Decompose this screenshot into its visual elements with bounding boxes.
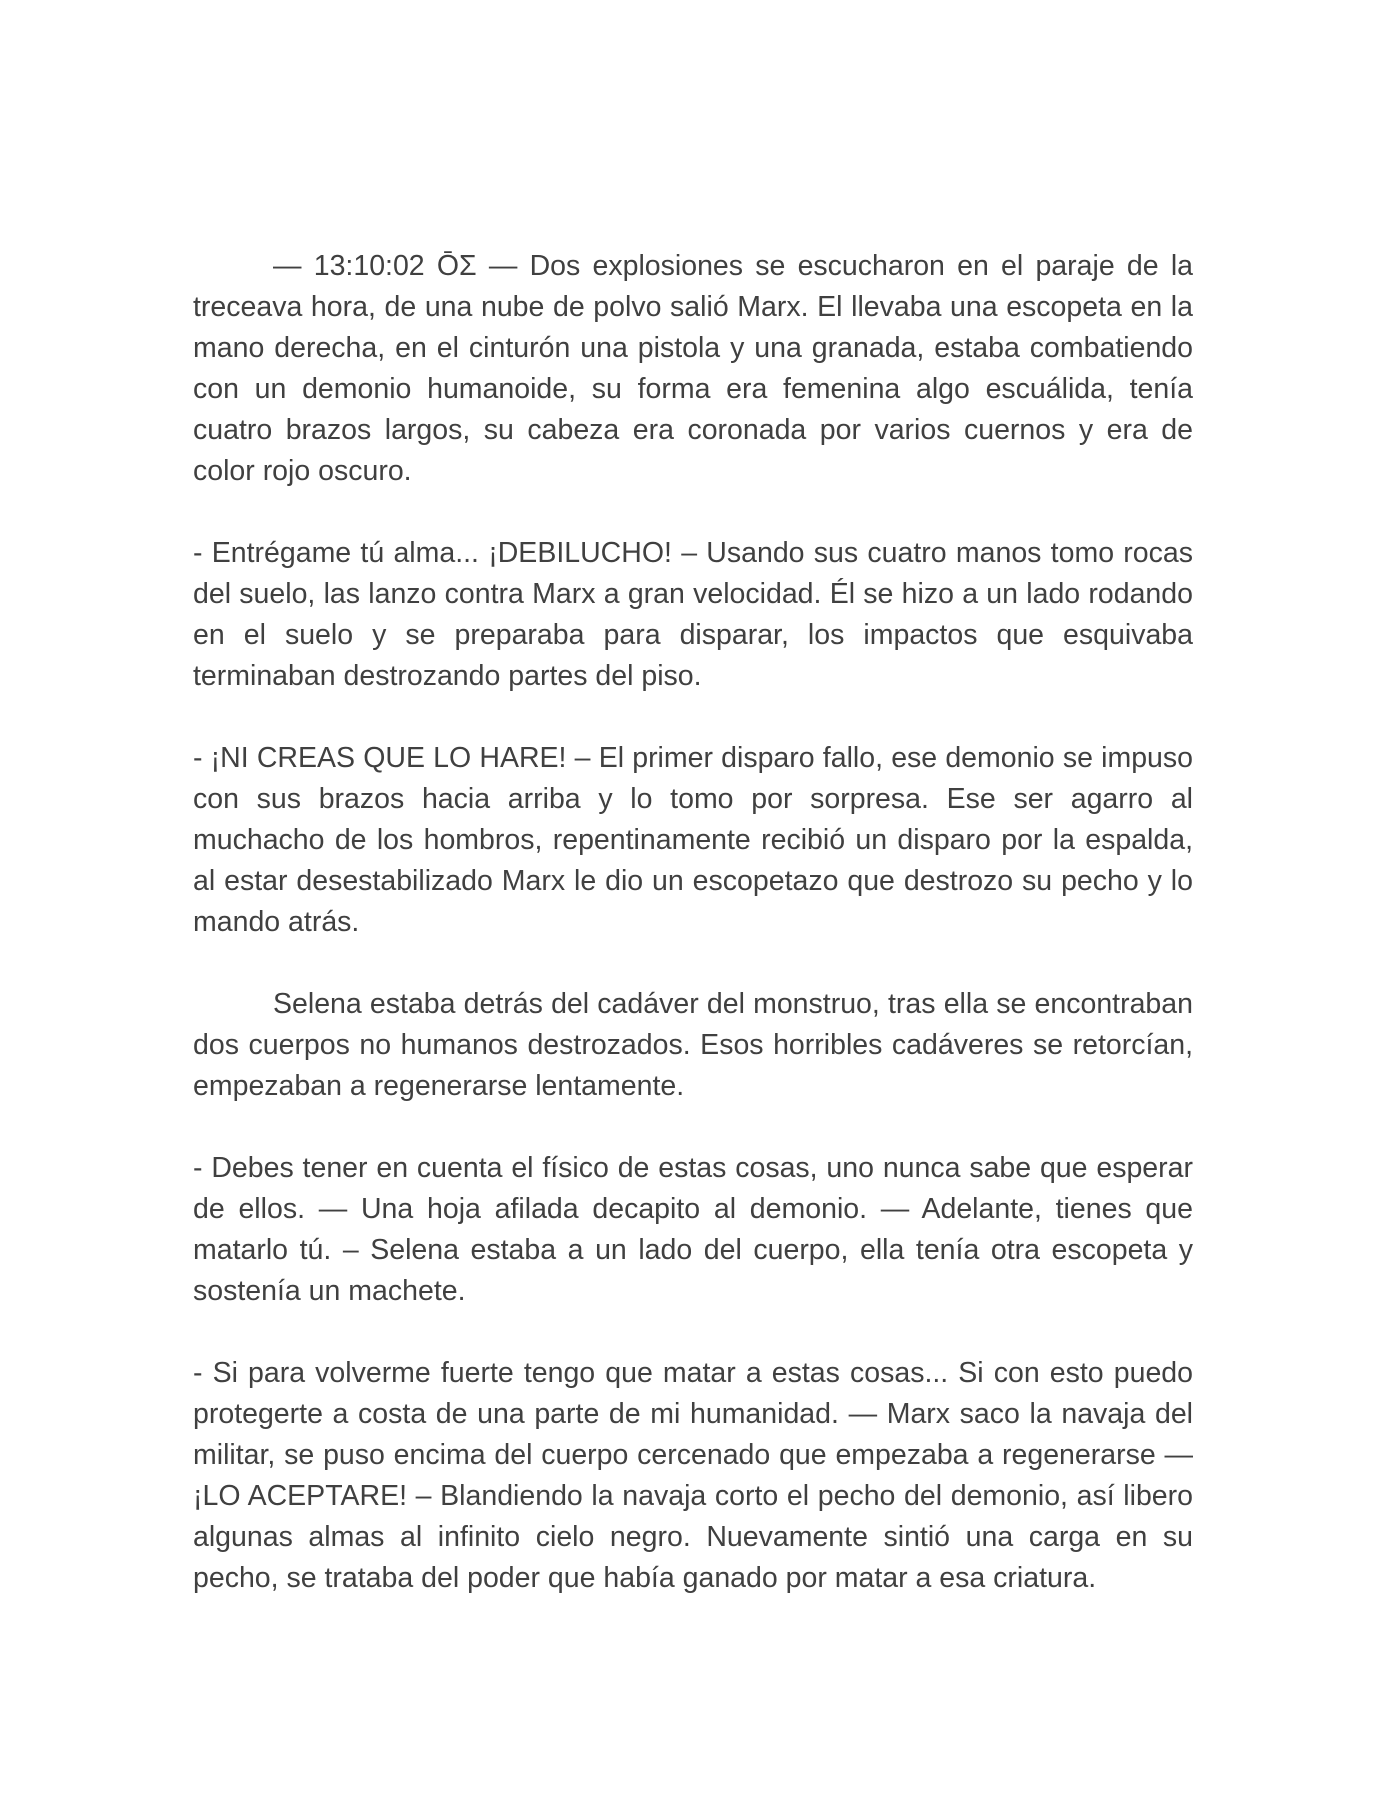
paragraph-4: Selena estaba detrás del cadáver del monstruo, tras ella se encontraban dos cuerpos no humanos destrozados. Esos horribles cadáveres se retorcían, empezaban a regenerarse lentamente. [193,988,1193,1102]
paragraph-6: - Si para volverme fuerte tengo que matar a estas cosas... Si con esto puedo protegerte a costa de una parte de mi humanidad. — Marx saco la navaja del militar, se puso encima del cuerpo cercenado que empezaba a regenerarse — ¡LO ACEPTARE! – Blandiendo la navaja corto el pecho del demonio, así libero algunas almas al infinito cielo negro. Nuevamente sintió una carga en su pecho, se trataba del poder que había ganado por matar a esa criatura. [193,1357,1193,1594]
paragraph-2: - Entrégame tú alma... ¡DEBILUCHO! – Usando sus cuatro manos tomo rocas del suelo, las lanzo contra Marx a gran velocidad. Él se hizo a un lado rodando en el suelo y se preparaba para disparar, los impactos que esquivaba terminaban destrozando partes del piso. [193,537,1193,692]
document-body [193,246,1193,1640]
paragraph-3: - ¡NI CREAS QUE LO HARE! – El primer disparo fallo, ese demonio se impuso con sus brazos hacia arriba y lo tomo por sorpresa. Ese ser agarro al muchacho de los hombros, repentinamente recibió un disparo por la espalda, al estar desestabilizado Marx le dio un escopetazo que destrozo su pecho y lo mando atrás. [193,742,1193,938]
paragraph-5: - Debes tener en cuenta el físico de estas cosas, uno nunca sabe que esperar de ellos. — Una hoja afilada decapito al demonio. — Adelante, tienes que matarlo tú. – Selena estaba a un lado del cuerpo, ella tenía otra escopeta y sostenía un machete. [193,1152,1193,1307]
paragraph-1: — 13:10:02 ŌΣ — Dos explosiones se escucharon en el paraje de la treceava hora, de una nube de polvo salió Marx. El llevaba una escopeta en la mano derecha, en el cinturón una pistola y una granada, estaba combatiendo con un demonio humanoide, su forma era femenina algo escuálida, tenía cuatro brazos largos, su cabeza era coronada por varios cuernos y era de color rojo oscuro. [193,250,1193,487]
